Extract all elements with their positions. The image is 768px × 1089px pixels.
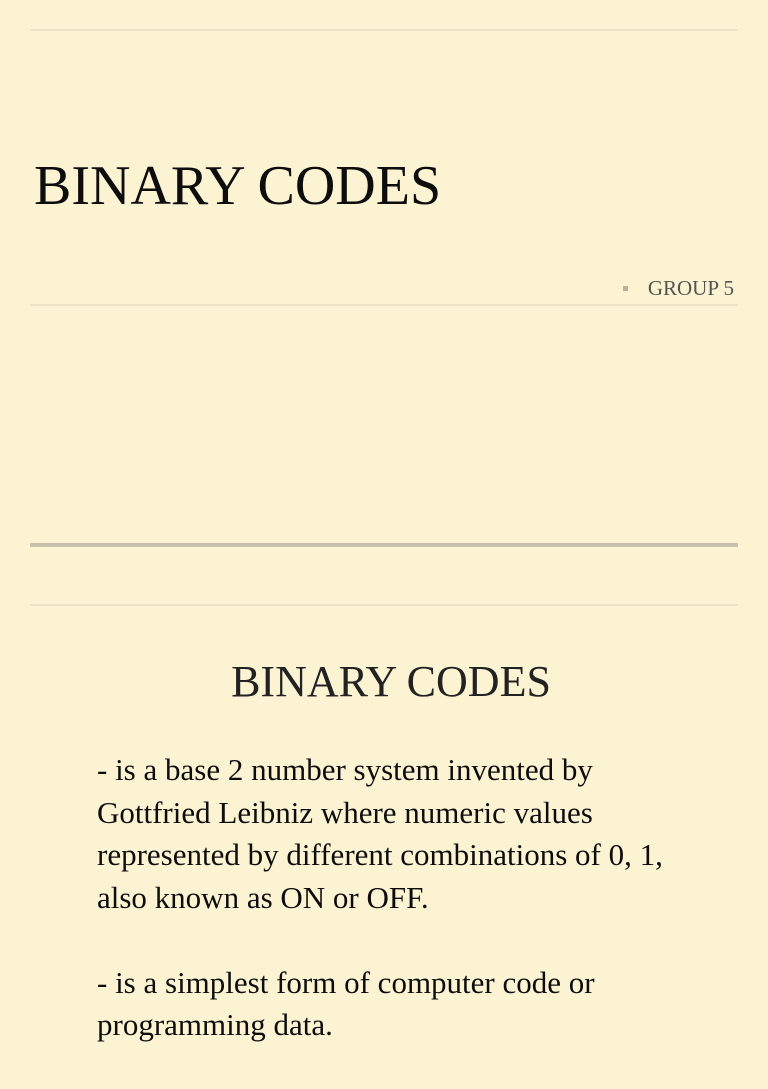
subtitle-list: [623, 275, 734, 301]
subtitle-text: GROUP 5: [647, 276, 734, 300]
bottom-divider: [30, 304, 738, 306]
square-bullet-icon: [623, 286, 628, 291]
top-divider: [30, 604, 738, 606]
slide-title: BINARY CODES: [34, 155, 442, 217]
body-paragraph: - is a base 2 number system invented by Gottfried Leibniz where numeric values represented by different combinations of 0, 1, also known as ON or OFF.: [97, 752, 663, 915]
body-paragraph: - is a simplest form of computer code or programming data.: [97, 964, 595, 1042]
slide-separator: [30, 543, 738, 547]
slide-heading: BINARY CODES: [231, 657, 551, 706]
subtitle-item: [623, 275, 734, 301]
slide-body: [97, 749, 697, 1089]
top-divider: [30, 29, 738, 31]
